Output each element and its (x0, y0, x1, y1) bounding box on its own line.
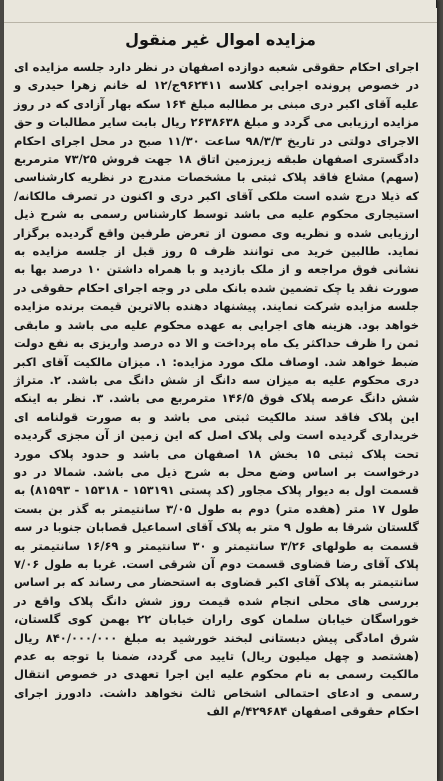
notice-body: اجرای احکام حقوقی شعبه دوازده اصفهان در نظر دارد جلسه مزایده ای در خصوص پرونده اجرایی کلاسه ۹۶۲۴۱۱ج/۱۲ له خانم زهرا حیدری و علیه آقای اکبر دری مبنی بر مطالبه مبلغ ۱۶۴ سکه بهار آزادی که در روز مزایده ارزیابی می گردد و مبلغ ۲۶۳۸۶۳۸ ریال بابت سایر مطالبات و حق الاجرای دولتی در تاریخ ۹۸/۳/۳ ساعت ۱۱/۳۰ صبح در محل اجرای احکام دادگستری اصفهان طبقه زیرزمین اتاق ۱۸ جهت فروش ۷۳/۲۵ مترمربع (سهم) مشاع فاقد پلاک ثبتی با مشخصات مندرج در نظریه کارشناسی که ذیلا درج شده است ملکی آقای اکبر دری و اکنون در تصرف مالکانه/استیجاری محکوم علیه می باشد توسط کارشناس رسمی به شرح ذیل ارزیابی شده و نظریه وی مصون از تعرض طرفین واقع گردیده برگزار نماید. طالبین خرید می توانند ظرف ۵ روز قبل از جلسه مزایده به نشانی فوق مراجعه و از ملک بازدید و با همراه داشتن ۱۰ درصد بها به صورت نقد یا چک تضمین شده بانک ملی در وجه اجرای احکام حقوقی در جلسه مزایده شرکت نمایند. پیشنهاد دهنده بالاترین قیمت برنده مزایده خواهد بود. هزینه های اجرایی به عهده محکوم علیه می باشد و مابقی ثمن را ظرف حداکثر یک ماه پرداخت و الا ده درصد واریزی به نفع دولت ضبط خواهد شد. اوصاف ملک مورد مزایده: ۱. میزان مالکیت آقای اکبر دری محکوم علیه به میزان سه دانگ از شش دانگ می باشد. ۲. متراژ شش دانگ عرصه پلاک فوق ۱۴۶/۵ مترمربع می باشد. ۳. نظر به اینکه این پلاک فاقد سند مالکیت ثبتی می باشد و به صورت قولنامه ای خریداری گردیده است ولی پلاک اصل که این زمین از آن مجزی گردیده تحت پلاک ثبتی ۱۵ بخش ۱۸ اصفهان می باشد و حدود پلاک مورد درخواست بر اساس وضع محل به شرح ذیل می باشد. شمالا در دو قسمت اول به دیوار پلاک مجاور (کد پستی ۱۵۳۱۹۱ - ۱۵۳۱۸ - ۸۱۵۹۳) به طول ۱۷ متر (هفده متر) دوم به طول ۳/۰۵ سانتیمتر به گذر بن بست گلستان شرقا به طول ۹ متر به پلاک آقای اسماعیل قصابان جنوبا در سه قسمت به طولهای ۳/۲۶ سانتیمتر و ۳۰ سانتیمتر و ۱۶/۶۹ سانتیمتر به پلاک آقای رضا قضاوی قسمت دوم آن شرقی است. غربا به طول ۷/۰۶ سانتیمتر به پلاک آقای اکبر قضاوی به استحضار می رساند که بر اساس بررسی های محلی انجام شده قیمت روز شش دانگ پلاک واقع در خوراسگان خیابان سلمان کوی راران خیابان ۲۲ بهمن کوی گلستان، شرق امادگی پیش دبستانی لبخند خورشید به مبلغ ۸۴۰/۰۰۰/۰۰۰ ریال (هشتصد و چهل میلیون ریال) تایید می گردد، ضمنا با توجه به عدم مالکیت رسمی به نام محکوم علیه این اجرا تعهدی در خصوص انتقال رسمی و ادعای احتمالی اشخاص ثالث نخواهد داشت. دادورز اجرای احکام حقوقی اصفهان ۴۲۹۶۸۴/م الف (14, 60, 420, 719)
page-edge-mark (436, 0, 437, 8)
newspaper-clipping (4, 0, 437, 781)
top-divider (4, 22, 437, 23)
notice-title: مزایده اموال غیر منقول (125, 30, 316, 49)
